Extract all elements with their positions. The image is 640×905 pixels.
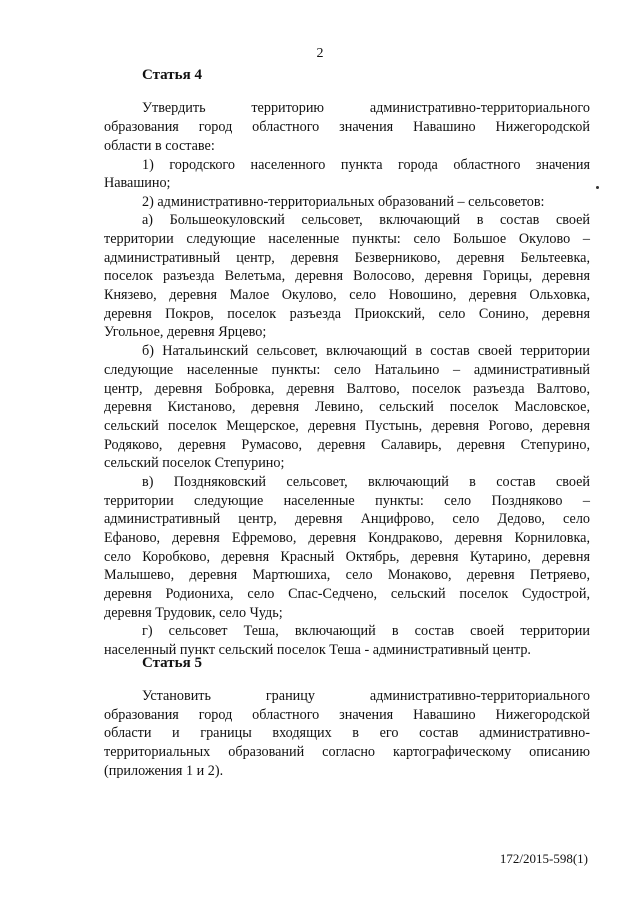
article-4-line: в) Поздняковский сельсовет, включающий в состав своей (142, 474, 590, 490)
scan-speck (596, 186, 599, 189)
article-4-line: Ефаново, деревня Ефремово, деревня Кондраково, деревня Корниловка, (104, 530, 590, 546)
article-5-heading: Статья 5 (142, 655, 202, 671)
article-5-line: Установить границу административно-территориального (142, 688, 590, 704)
article-4-line: Навашино; (104, 175, 171, 191)
article-4-line: административный центр, деревня Безверниково, деревня Бельтеевка, (104, 250, 590, 266)
article-4-line: деревня Трудовик, село Чудь; (104, 605, 283, 621)
page-number: 2 (316, 46, 324, 61)
article-5-line: территориальных образований согласно картографическому описанию (104, 744, 590, 760)
article-4-line: сельский поселок Мещерское, деревня Пустынь, деревня Рогово, деревня (104, 418, 590, 434)
article-4-line: деревня Покров, поселок разъезда Приокский, село Сонино, деревня (104, 306, 590, 322)
article-4-line: следующие населенные пункты: село Натальино – административный (104, 362, 590, 378)
article-5-line: области и границы входящих в его состав административно- (104, 725, 590, 741)
article-4-line: центр, деревня Бобровка, деревня Валтово, поселок разъезда Валтово, (104, 381, 590, 397)
article-4-line: б) Натальинский сельсовет, включающий в состав своей территории (142, 343, 590, 359)
article-4-line: Малышево, деревня Мартюшиха, село Монаково, деревня Петряево, (104, 567, 590, 583)
article-5-line: образования город областного значения Навашино Нижегородской (104, 707, 590, 723)
article-4-line: населенный пункт сельский поселок Теша - административный центр. (104, 642, 531, 658)
article-4-line: Родяково, деревня Румасово, деревня Салавирь, деревня Степурино, (104, 437, 590, 453)
article-4-line: село Коробково, деревня Красный Октябрь, деревня Кутарино, деревня (104, 549, 590, 565)
article-4-line: области в составе: (104, 138, 215, 154)
article-4-heading: Статья 4 (142, 67, 202, 83)
article-4-line: территории следующие населенные пункты: село Большое Окулово – (104, 231, 590, 247)
article-4-line: сельский поселок Степурино; (104, 455, 285, 471)
document-code: 172/2015-598(1) (499, 851, 588, 866)
article-4-line: а) Большеокуловский сельсовет, включающий в состав своей (142, 212, 590, 228)
article-4-line: 2) административно-территориальных образований – сельсоветов: (142, 194, 545, 210)
article-4-line: административный центр, деревня Анцифрово, село Дедово, село (104, 511, 590, 527)
article-4-line: Угольное, деревня Ярцево; (104, 324, 267, 340)
article-4-line: г) сельсовет Теша, включающий в состав своей территории (142, 623, 590, 639)
article-4-line: деревня Родиониха, село Спас-Седчено, сельский поселок Судострой, (104, 586, 590, 602)
article-4-line: деревня Кистаново, деревня Левино, сельский поселок Масловское, (104, 399, 590, 415)
article-4-line: поселок разъезда Велетьма, деревня Волосово, деревня Горицы, деревня (104, 268, 590, 284)
article-4-line: 1) городского населенного пункта города областного значения (142, 157, 590, 173)
article-4-line: образования город областного значения Навашино Нижегородской (104, 119, 590, 135)
article-4-line: Утвердить территорию административно-территориального (142, 100, 590, 116)
article-4-line: территории следующие населенные пункты: село Поздняково – (104, 493, 590, 509)
article-4-line: Князево, деревня Малое Окулово, село Новошино, деревня Ольховка, (104, 287, 590, 303)
article-5-line: (приложения 1 и 2). (104, 763, 224, 779)
